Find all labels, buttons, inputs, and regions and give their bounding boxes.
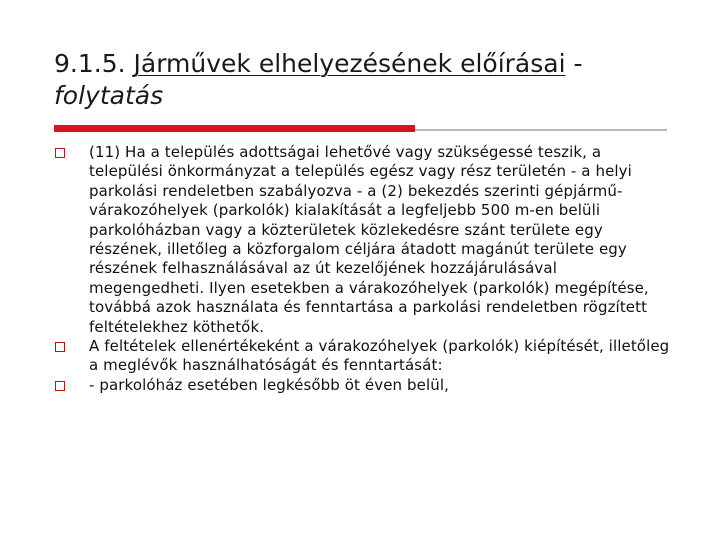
bullet-text: A feltételek ellenértékeként a várakozóhelyek (parkolók) kiépítését, illetőleg a meglévők használhatóságát és fenntartását:	[89, 337, 670, 375]
list-item	[54, 337, 674, 376]
slide-title	[54, 48, 694, 112]
title-divider-line	[415, 129, 667, 131]
list-item	[54, 376, 674, 395]
bullet-text: - parkolóház esetében legkésőbb öt éven belül,	[89, 375, 449, 394]
title-subtitle: folytatás	[54, 81, 164, 110]
title-accent-bar	[54, 125, 415, 132]
title-main-text: Járművek elhelyezésének előírásai	[133, 49, 566, 78]
list-item	[54, 143, 674, 337]
title-dash: -	[565, 49, 583, 78]
bullet-list	[54, 143, 674, 395]
bullet-text: (11) Ha a település adottságai lehetővé vagy szükségessé teszik, a települési önkormányzat a település egész vagy rész területén - a helyi parkolási rendeletben szabályozva - a (2) bekezdés szerinti gépjármű-várakozóhelyek (parkolók) kialakítását a legfeljebb 500 m-en belüli parkolóházban vagy a közterületek közlekedésre szánt területe egy részének, illetőleg a közforgalom céljára átadott magánút területe egy részének felhasználásával az út kezelőjének hozzájárulásával megengedheti. Ilyen esetekben a várakozóhelyek (parkolók) megépítése, továbbá azok használata és fenntartása a parkolási rendeletben rögzített feltételekhez köthetők.	[89, 143, 649, 336]
hollow-square-bullet-icon	[55, 342, 65, 352]
title-number: 9.1.5.	[54, 49, 134, 78]
hollow-square-bullet-icon	[55, 148, 65, 158]
hollow-square-bullet-icon	[55, 381, 65, 391]
